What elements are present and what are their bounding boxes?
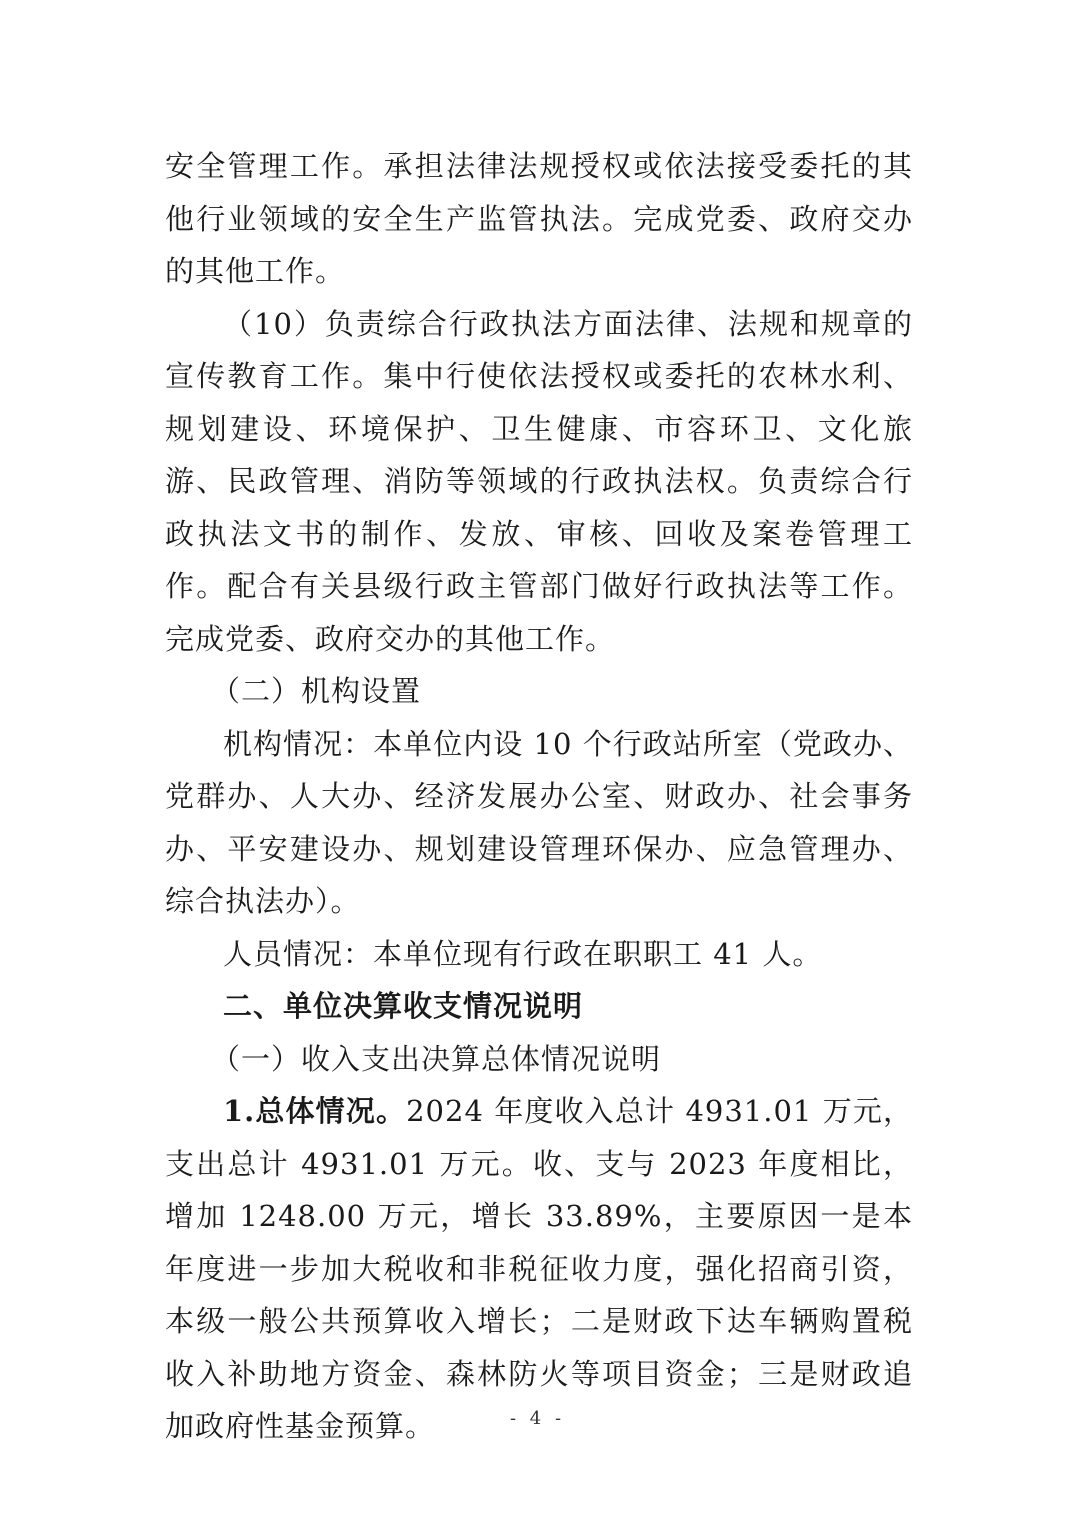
paragraph-organization-info: 机构情况：本单位内设 10 个行政站所室（党政办、党群办、人大办、经济发展办公室、财政办、社会事务办、平安建设办、规划建设管理环保办、应急管理办、综合执法办）。 [165,726,913,918]
section-heading-organization: （二）机构设置 [211,674,422,708]
paragraph-duty-10: （10）负责综合行政执法方面法律、法规和规章的宣传教育工作。集中行使依法授权或委托的农林水利、规划建设、环境保护、卫生健康、市容环卫、文化旅游、民政管理、消防等领域的行政执法权。负责综合行政执法文书的制作、发放、审核、回收及案卷管理工作。配合有关县级行政主管部门做好行政执法等工作。完成党委、政府交办的其他工作。 [165,306,913,656]
overall-situation-body: 2024 年度收入总计 4931.01 万元，支出总计 4931.01 万元。收、支与 2023 年度相比，增加 1248.00 万元，增长 33.89%，主要原因一是本年度进一步加大税收和非税征收力度，强化招商引资，本级一般公共预算收入增长；二是财政下达车辆购置税收入补助地方资金、森林防火等项目资金；三是财政追加政府性基金预算。 [165,1094,913,1443]
paragraph-staff-info: 人员情况：本单位现有行政在职职工 41 人。 [223,936,823,971]
section-heading-budget: 二、单位决算收支情况说明 [223,989,584,1023]
section-heading-overall: （一）收入支出决算总体情况说明 [211,1041,662,1076]
document-body [165,140,913,1453]
page-number: - 4 - [509,1408,566,1429]
paragraph-duty-9-continued: 安全管理工作。承担法律法规授权或依法接受委托的其他行业领域的安全生产监管执法。完成党委、政府交办的其他工作。 [165,149,913,288]
paragraph-overall-situation [165,1085,913,1453]
overall-situation-lead: 1.总体情况。 [223,1094,407,1128]
